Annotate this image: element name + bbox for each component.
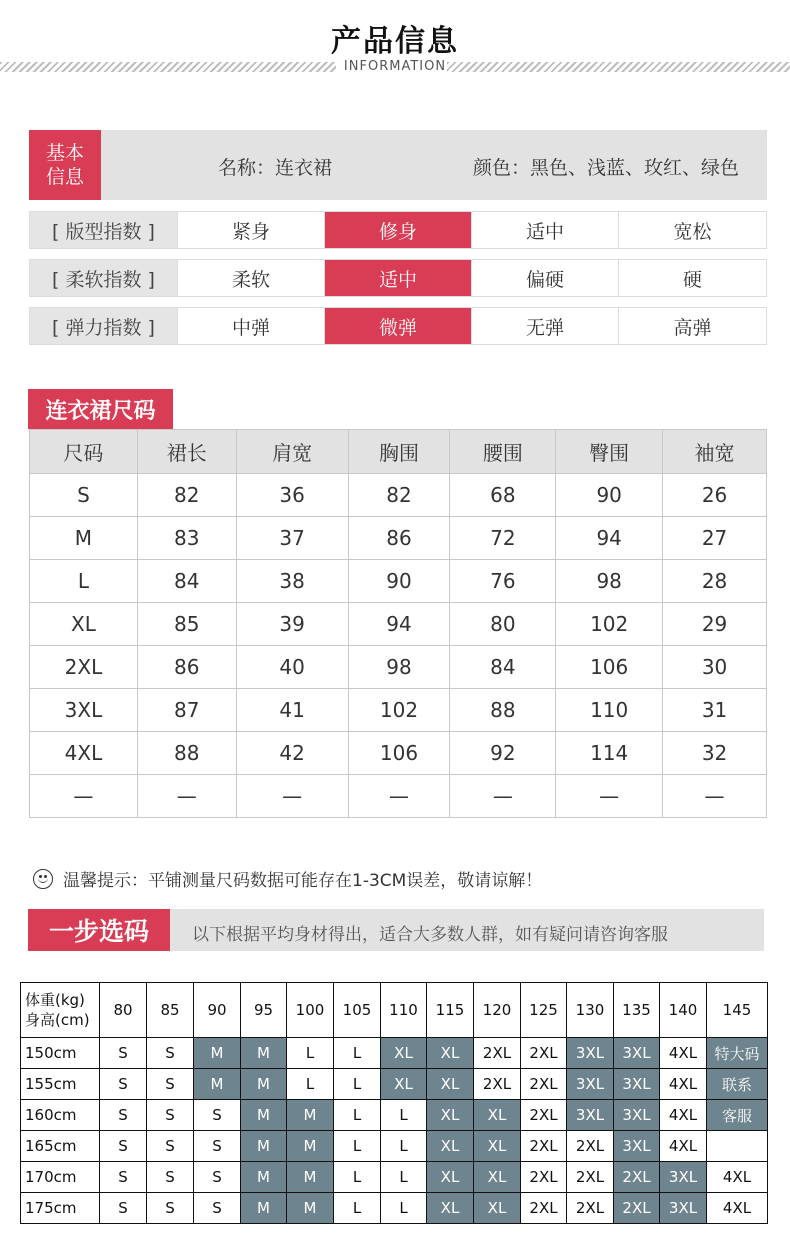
grid-cell: 4XL	[660, 1038, 707, 1069]
grid-cell: S	[147, 1038, 194, 1069]
grid-cell: S	[100, 1162, 147, 1193]
grid-cell: S	[147, 1193, 194, 1224]
grid-cell: XL	[427, 1162, 474, 1193]
grid-cell: S	[194, 1162, 241, 1193]
size-cell: 72	[450, 517, 556, 560]
grid-cell: L	[334, 1131, 381, 1162]
size-cell: 98	[556, 560, 663, 603]
index-option: 高弹	[618, 308, 766, 344]
index-row	[29, 211, 767, 249]
grid-cell: XL	[381, 1069, 427, 1100]
height-label: 150cm	[21, 1038, 100, 1069]
grid-cell: M	[287, 1193, 334, 1224]
size-cell: 82	[348, 474, 450, 517]
size-cell: 114	[556, 732, 663, 775]
table-row	[30, 775, 767, 818]
size-cell: 29	[663, 603, 767, 646]
table-row	[30, 689, 767, 732]
grid-cell: 4XL	[707, 1162, 768, 1193]
grid-cell: S	[194, 1193, 241, 1224]
grid-row	[21, 1100, 768, 1131]
grid-corner	[21, 983, 100, 1038]
size-header: 裙长	[137, 430, 236, 474]
weight-header: 145	[707, 983, 768, 1038]
grid-cell: M	[287, 1100, 334, 1131]
grid-cell: 2XL	[614, 1162, 660, 1193]
page-title: 产品信息	[331, 24, 459, 59]
table-row	[30, 474, 767, 517]
info-label	[29, 130, 101, 200]
grid-cell: S	[147, 1100, 194, 1131]
grid-cell: 3XL	[614, 1100, 660, 1131]
grid-cell: M	[287, 1162, 334, 1193]
grid-cell: XL	[474, 1193, 521, 1224]
size-cell: 110	[556, 689, 663, 732]
corner-height: 身高(cm)	[25, 1011, 90, 1029]
size-cell: 102	[556, 603, 663, 646]
product-name: 名称：连衣裙	[218, 157, 333, 179]
grid-cell: L	[334, 1038, 381, 1069]
size-cell: 106	[348, 732, 450, 775]
grid-cell: 4XL	[660, 1069, 707, 1100]
grid-cell: 4XL	[660, 1100, 707, 1131]
grid-cell: L	[334, 1069, 381, 1100]
grid-cell: 2XL	[567, 1193, 614, 1224]
grid-cell: S	[147, 1162, 194, 1193]
grid-row	[21, 1038, 768, 1069]
size-cell: —	[348, 775, 450, 818]
weight-header: 110	[381, 983, 427, 1038]
size-cell: XL	[30, 603, 138, 646]
weight-header: 80	[100, 983, 147, 1038]
size-cell: 28	[663, 560, 767, 603]
index-option: 中弹	[177, 308, 324, 344]
grid-cell: S	[194, 1131, 241, 1162]
grid-cell: S	[100, 1038, 147, 1069]
smile-icon	[33, 869, 53, 889]
grid-cell: XL	[427, 1038, 474, 1069]
size-cell: —	[450, 775, 556, 818]
size-cell: 87	[137, 689, 236, 732]
grid-cell: 4XL	[707, 1193, 768, 1224]
info-label-line2: 信息	[45, 166, 84, 188]
index-label: [ 弹力指数 ]	[30, 308, 177, 344]
size-cell: —	[236, 775, 348, 818]
grid-cell: L	[334, 1193, 381, 1224]
grid-cell: M	[241, 1038, 287, 1069]
grid-cell: 2XL	[474, 1069, 521, 1100]
size-chart-table	[29, 429, 767, 818]
size-header: 袖宽	[663, 430, 767, 474]
grid-cell: 2XL	[521, 1069, 567, 1100]
grid-cell: M	[241, 1131, 287, 1162]
size-cell: 26	[663, 474, 767, 517]
grid-cell: L	[334, 1162, 381, 1193]
grid-row	[21, 1193, 768, 1224]
grid-cell: XL	[474, 1131, 521, 1162]
index-option-selected: 修身	[324, 212, 471, 248]
grid-cell: 2XL	[614, 1193, 660, 1224]
grid-cell: 2XL	[567, 1162, 614, 1193]
index-option-selected: 适中	[324, 260, 471, 296]
grid-cell	[707, 1131, 768, 1162]
weight-header: 130	[567, 983, 614, 1038]
size-cell: —	[663, 775, 767, 818]
product-colors: 颜色：黑色、浅蓝、玫红、绿色	[473, 157, 740, 179]
weight-header: 90	[194, 983, 241, 1038]
index-row	[29, 259, 767, 297]
grid-cell: XL	[474, 1100, 521, 1131]
index-option: 无弹	[471, 308, 618, 344]
grid-cell: 3XL	[660, 1162, 707, 1193]
grid-cell: XL	[427, 1069, 474, 1100]
grid-cell: 3XL	[614, 1131, 660, 1162]
size-cell: 90	[348, 560, 450, 603]
grid-cell: 特大码	[707, 1038, 768, 1069]
size-cell: M	[30, 517, 138, 560]
grid-cell: 2XL	[474, 1038, 521, 1069]
size-cell: 30	[663, 646, 767, 689]
grid-cell: 3XL	[567, 1069, 614, 1100]
size-cell: 2XL	[30, 646, 138, 689]
size-cell: 98	[348, 646, 450, 689]
grid-cell: 2XL	[567, 1131, 614, 1162]
grid-cell: M	[241, 1069, 287, 1100]
size-cell: 88	[137, 732, 236, 775]
index-label: [ 柔软指数 ]	[30, 260, 177, 296]
size-cell: 84	[137, 560, 236, 603]
grid-cell: 2XL	[521, 1100, 567, 1131]
size-cell: 41	[236, 689, 348, 732]
grid-cell: 3XL	[614, 1038, 660, 1069]
size-cell: 76	[450, 560, 556, 603]
index-option: 适中	[471, 212, 618, 248]
size-cell: 38	[236, 560, 348, 603]
grid-cell: L	[381, 1131, 427, 1162]
table-row	[30, 560, 767, 603]
size-cell: 102	[348, 689, 450, 732]
size-cell: 88	[450, 689, 556, 732]
index-option: 偏硬	[471, 260, 618, 296]
grid-cell: S	[100, 1193, 147, 1224]
grid-row	[21, 1131, 768, 1162]
weight-header: 100	[287, 983, 334, 1038]
size-cell: 40	[236, 646, 348, 689]
grid-cell: XL	[427, 1100, 474, 1131]
weight-header: 140	[660, 983, 707, 1038]
size-cell: —	[137, 775, 236, 818]
size-cell: 32	[663, 732, 767, 775]
size-cell: —	[30, 775, 138, 818]
size-cell: 86	[348, 517, 450, 560]
weight-header: 120	[474, 983, 521, 1038]
size-cell: S	[30, 474, 138, 517]
grid-cell: M	[241, 1193, 287, 1224]
grid-cell: S	[100, 1131, 147, 1162]
size-cell: 82	[137, 474, 236, 517]
grid-row	[21, 1069, 768, 1100]
size-cell: 4XL	[30, 732, 138, 775]
size-cell: 84	[450, 646, 556, 689]
grid-cell: S	[147, 1069, 194, 1100]
grid-cell: 3XL	[567, 1038, 614, 1069]
grid-cell: M	[241, 1162, 287, 1193]
table-row	[30, 603, 767, 646]
grid-cell: S	[100, 1100, 147, 1131]
grid-cell: L	[381, 1162, 427, 1193]
index-label: [ 版型指数 ]	[30, 212, 177, 248]
size-cell: L	[30, 560, 138, 603]
grid-row	[21, 1162, 768, 1193]
weight-header: 135	[614, 983, 660, 1038]
size-cell: 86	[137, 646, 236, 689]
table-row	[30, 517, 767, 560]
grid-cell: L	[287, 1038, 334, 1069]
grid-cell: M	[194, 1069, 241, 1100]
size-header: 尺码	[30, 430, 138, 474]
index-option: 宽松	[618, 212, 766, 248]
grid-cell: L	[381, 1193, 427, 1224]
index-option: 紧身	[177, 212, 324, 248]
size-cell: 83	[137, 517, 236, 560]
table-row	[30, 732, 767, 775]
weight-header: 95	[241, 983, 287, 1038]
size-cell: 42	[236, 732, 348, 775]
size-cell: 31	[663, 689, 767, 732]
info-label-line1: 基本	[45, 142, 84, 164]
grid-header-row	[21, 983, 768, 1038]
size-cell: 85	[137, 603, 236, 646]
height-label: 155cm	[21, 1069, 100, 1100]
size-recommendation-grid	[20, 982, 768, 1224]
index-option: 硬	[618, 260, 766, 296]
grid-cell: S	[194, 1100, 241, 1131]
grid-cell: 2XL	[521, 1162, 567, 1193]
size-header: 臀围	[556, 430, 663, 474]
grid-cell: 3XL	[567, 1100, 614, 1131]
divider-right	[447, 62, 790, 72]
size-cell: 94	[348, 603, 450, 646]
index-row	[29, 307, 767, 345]
corner-weight: 体重(kg)	[25, 991, 85, 1009]
height-label: 165cm	[21, 1131, 100, 1162]
grid-cell: M	[287, 1131, 334, 1162]
step-title: 一步选码	[28, 909, 170, 951]
height-label: 160cm	[21, 1100, 100, 1131]
size-cell: 36	[236, 474, 348, 517]
grid-cell: 联系	[707, 1069, 768, 1100]
size-cell: 92	[450, 732, 556, 775]
height-label: 170cm	[21, 1162, 100, 1193]
step-description: 以下根据平均身材得出，适合大多数人群，如有疑问请咨询客服	[192, 925, 668, 945]
grid-cell: XL	[427, 1193, 474, 1224]
grid-cell: XL	[474, 1162, 521, 1193]
grid-cell: L	[287, 1069, 334, 1100]
size-cell: 27	[663, 517, 767, 560]
index-option: 柔软	[177, 260, 324, 296]
grid-cell: M	[241, 1100, 287, 1131]
size-header: 胸围	[348, 430, 450, 474]
grid-cell: XL	[381, 1038, 427, 1069]
grid-cell: 客服	[707, 1100, 768, 1131]
grid-cell: M	[194, 1038, 241, 1069]
grid-cell: 2XL	[521, 1038, 567, 1069]
weight-header: 105	[334, 983, 381, 1038]
grid-cell: L	[334, 1100, 381, 1131]
size-cell: 90	[556, 474, 663, 517]
size-chart-title: 连衣裙尺码	[28, 389, 173, 429]
weight-header: 85	[147, 983, 194, 1038]
weight-header: 115	[427, 983, 474, 1038]
size-cell: 3XL	[30, 689, 138, 732]
tip-text: 温馨提示：平铺测量尺码数据可能存在1-3CM误差，敬请谅解！	[63, 871, 543, 891]
grid-cell: S	[147, 1131, 194, 1162]
tip	[33, 866, 542, 891]
size-cell: 68	[450, 474, 556, 517]
size-header: 腰围	[450, 430, 556, 474]
table-row	[30, 646, 767, 689]
weight-header: 125	[521, 983, 567, 1038]
grid-cell: 2XL	[521, 1131, 567, 1162]
index-option-selected: 微弹	[324, 308, 471, 344]
grid-cell: 3XL	[660, 1193, 707, 1224]
size-header: 肩宽	[236, 430, 348, 474]
grid-cell: 3XL	[614, 1069, 660, 1100]
height-label: 175cm	[21, 1193, 100, 1224]
page-subtitle: INFORMATION	[343, 59, 447, 74]
size-cell: 37	[236, 517, 348, 560]
grid-cell: 4XL	[660, 1131, 707, 1162]
size-cell: 94	[556, 517, 663, 560]
size-cell: 39	[236, 603, 348, 646]
grid-cell: S	[100, 1069, 147, 1100]
grid-cell: 2XL	[521, 1193, 567, 1224]
size-cell: 106	[556, 646, 663, 689]
grid-cell: XL	[427, 1131, 474, 1162]
size-cell: —	[556, 775, 663, 818]
grid-cell: L	[381, 1100, 427, 1131]
size-cell: 80	[450, 603, 556, 646]
